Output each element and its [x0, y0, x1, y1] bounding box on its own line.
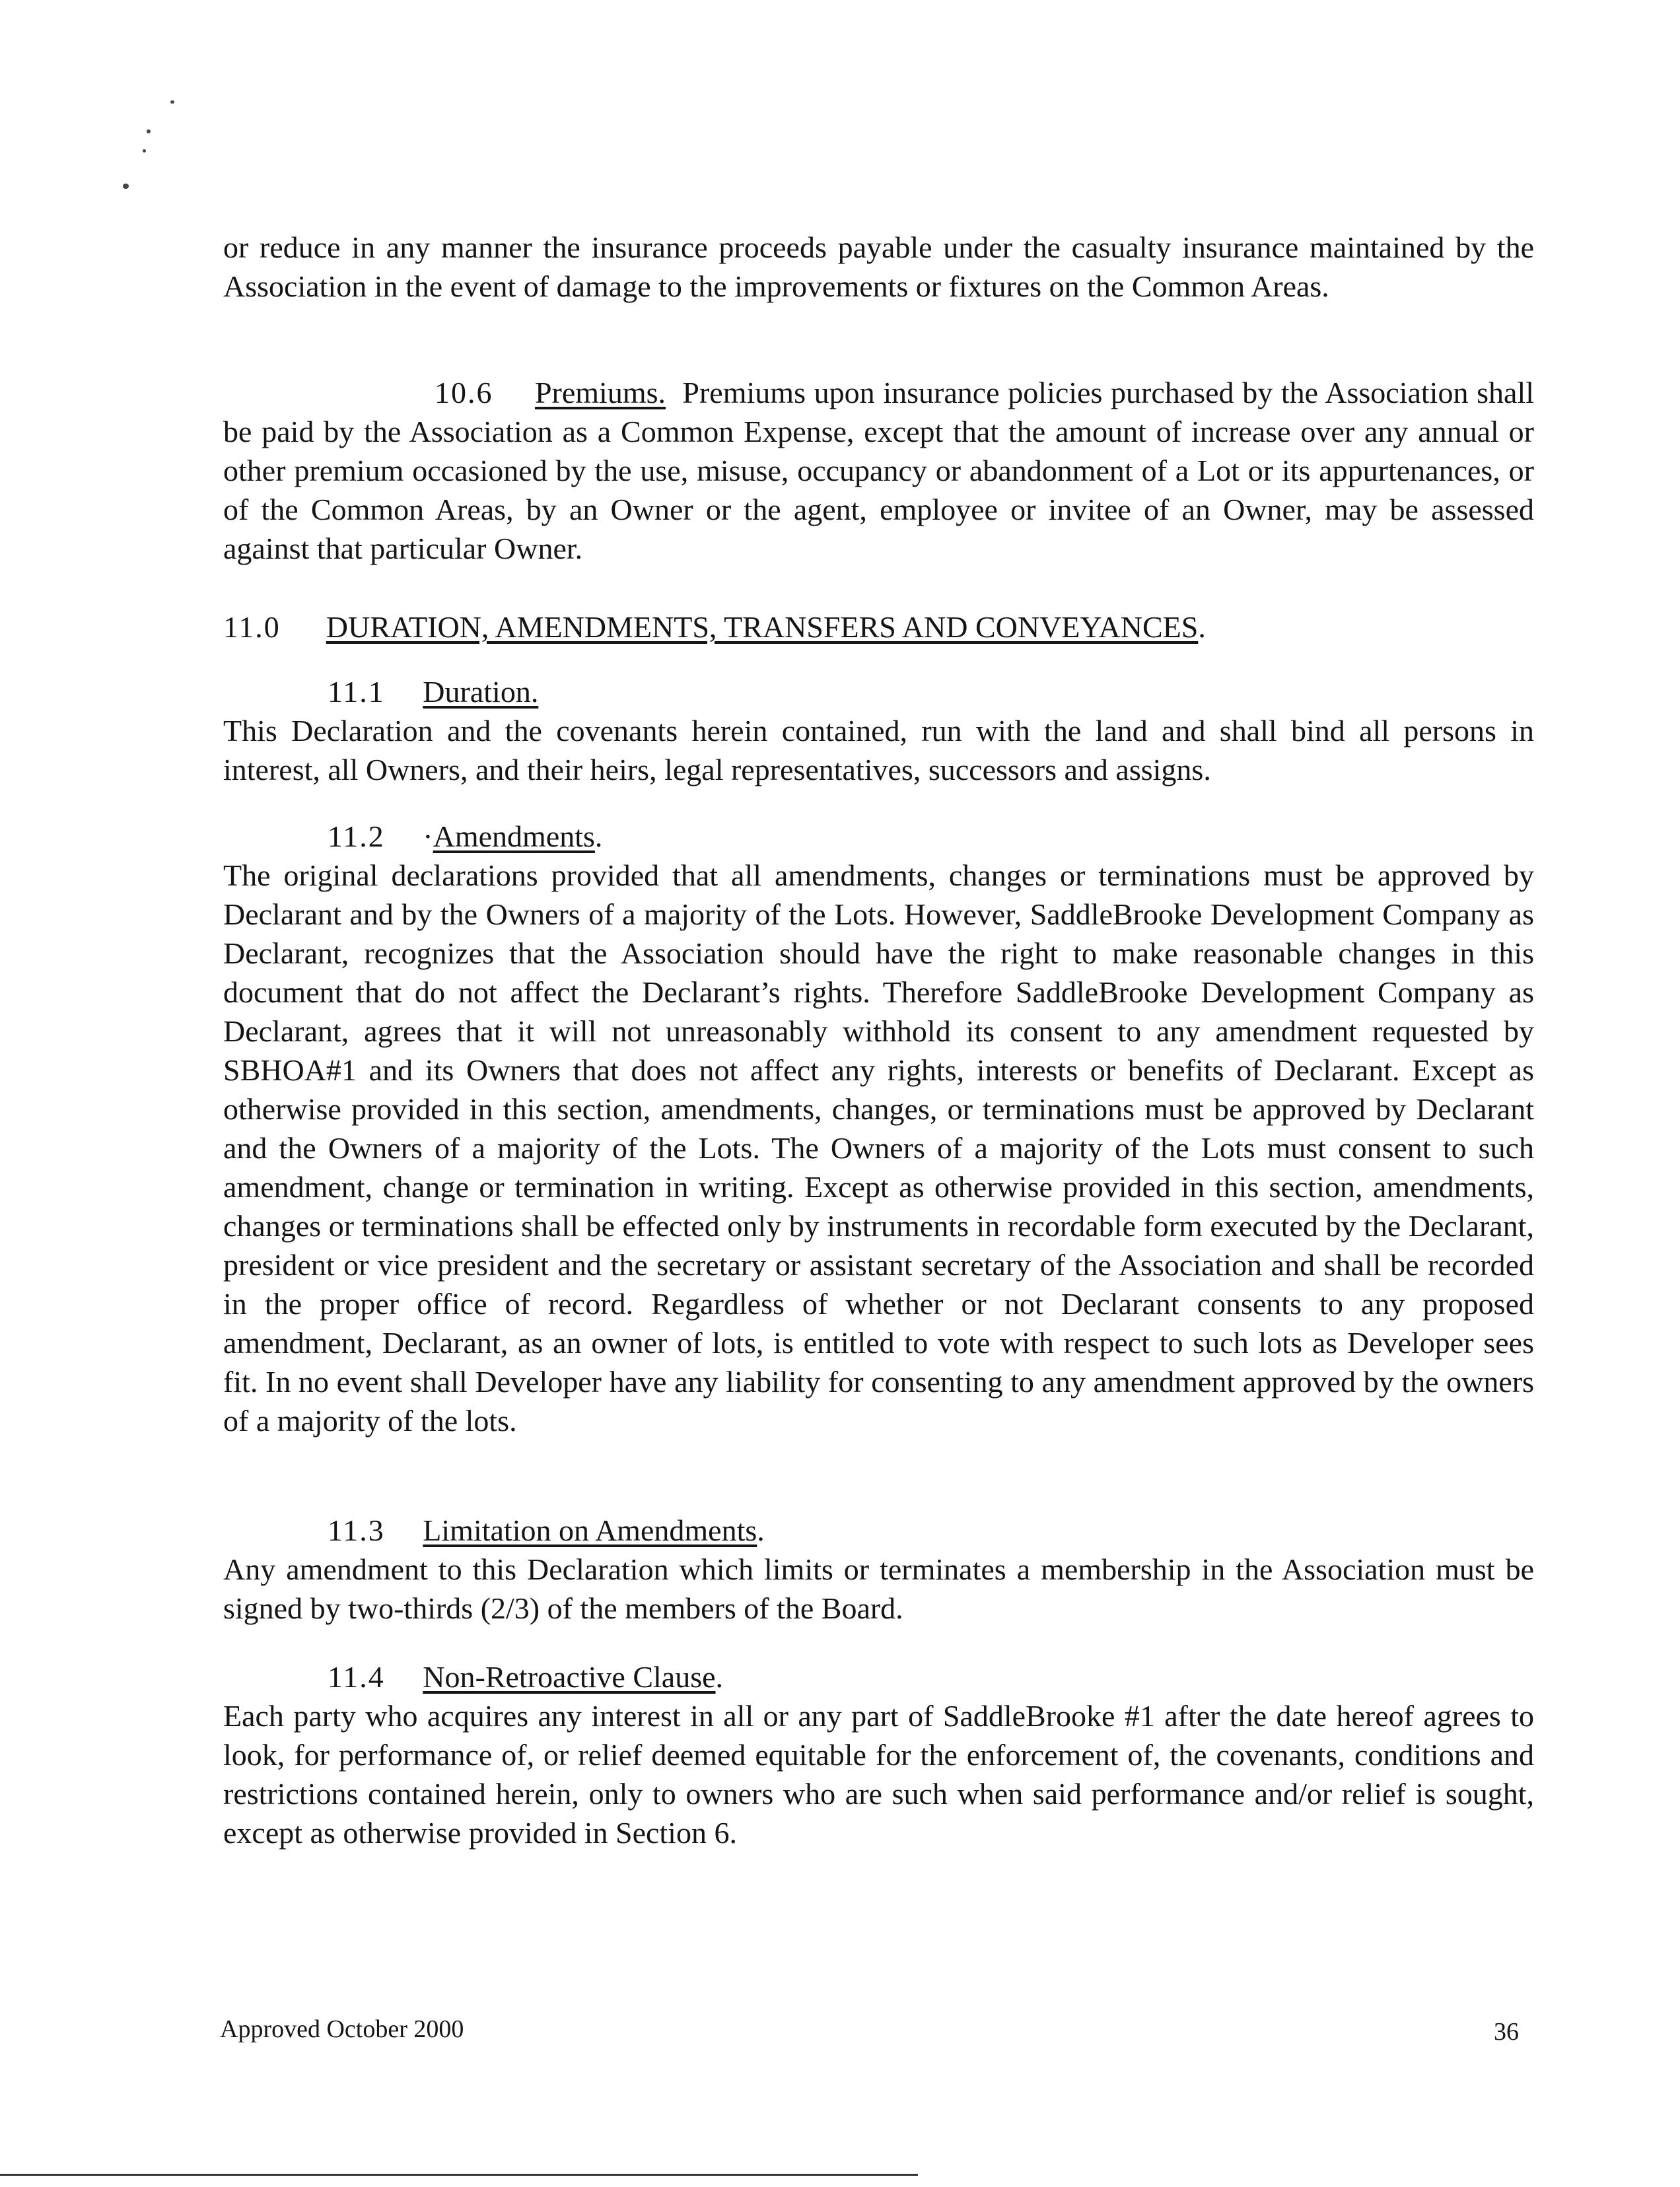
section-11-2-heading [328, 817, 602, 856]
section-title-trailing: . [594, 819, 603, 853]
section-title-trailing: . [757, 1513, 765, 1547]
section-body: Premiums upon insurance policies purchased by the Association shall be paid by the Association as a Common Expense, except that the amount of increase over any annual or other premium occasioned by the use, misuse, occupancy or abandonment of a Lot or its appurtenances, or of the Common Areas, by an Owner or the agent, employee or invitee of an Owner, may be assessed against that particular Owner. [223, 376, 1535, 565]
section-number: 11.3 [328, 1513, 385, 1547]
footer-approval-date: Approved October 2000 [220, 2015, 464, 2043]
section-title: Limitation on Amendments [423, 1513, 757, 1547]
section-title-trailing: . [1198, 610, 1206, 644]
footer-page-number: 36 [1494, 2018, 1519, 2046]
section-11-2-body: The original declarations provided that all amendments, changes or terminations must be approved by Declarant and by the Owners of a majority of the Lots. However, SaddleBrooke Development Company as Declarant, recognizes that the Association should have the right to make reasonable changes in this document that do not affect the Declarant’s rights. Therefore SaddleBrooke Development Company as Declarant, agrees that it will not unreasonably withhold its consent to any amendment requested by SBHOA#1 and its Owners that does not affect any rights, interests or benefits of Declarant. Except as otherwise provided in this section, amendments, changes, or terminations must be approved by Declarant and the Owners of a majority of the Lots. The Owners of a majority of the Lots must consent to such amendment, change or termination in writing. Except as otherwise provided in this section, amendments, changes or terminations shall be effected only by instruments in recordable form executed by the Declarant, president or vice president and the secretary or assistant secretary of the Association and shall be recorded in the proper office of record. Regardless of whether or not Declarant consents to any proposed amendment, Declarant, as an owner of lots, is entitled to vote with respect to such lots as Developer sees fit. In no event shall Developer have any liability for consenting to any amendment approved by the owners of a majority of the lots. [223, 858, 1534, 1438]
section-11-0-heading [223, 608, 1206, 646]
section-title-prefix: · [423, 819, 433, 853]
intro-paragraph: or reduce in any manner the insurance proceeds payable under the casualty insurance maintained by the Association in the event of damage to the improvements or fixtures on the Common Areas. [223, 230, 1534, 303]
section-11-3-body: Any amendment to this Declaration which limits or terminates a membership in the Association must be signed by two-thirds (2/3) of the members of the Board. [223, 1552, 1534, 1625]
section-title: Non-Retroactive Clause [423, 1660, 716, 1694]
section-number: 11.1 [328, 675, 385, 709]
section-title: Duration. [423, 675, 539, 709]
scan-speck [170, 100, 174, 104]
section-number: 11.2 [328, 819, 385, 853]
section-11-4-body: Each party who acquires any interest in all or any part of SaddleBrooke #1 after the date hereof agrees to look, for performance of, or relief deemed equitable for the enforcement of, the covenants, conditions and restrictions contained herein, only to owners who are such when said performance and/or relief is sought, except as otherwise provided in Section 6. [223, 1699, 1534, 1850]
section-title: Premiums. [534, 376, 666, 409]
scan-speck [147, 129, 151, 133]
section-number: 11.0 [223, 610, 281, 644]
section-title-trailing: . [715, 1660, 724, 1694]
section-number: 10.6 [435, 376, 493, 409]
section-11-1-body: This Declaration and the covenants herein contained, run with the land and shall bind all persons in interest, all Owners, and their heirs, legal representatives, successors and assigns. [223, 714, 1534, 786]
section-title: DURATION, AMENDMENTS, TRANSFERS AND CONVEYANCES [326, 610, 1199, 644]
section-11-3-heading [328, 1511, 765, 1550]
section-number: 11.4 [328, 1660, 385, 1694]
section-11-1-heading [328, 672, 538, 711]
bottom-rule [0, 2174, 918, 2176]
section-10-6 [223, 373, 1534, 568]
scan-speck [143, 149, 146, 153]
scan-speck [123, 184, 129, 189]
section-title: Amendments [433, 819, 595, 853]
section-11-4-heading [328, 1657, 723, 1696]
